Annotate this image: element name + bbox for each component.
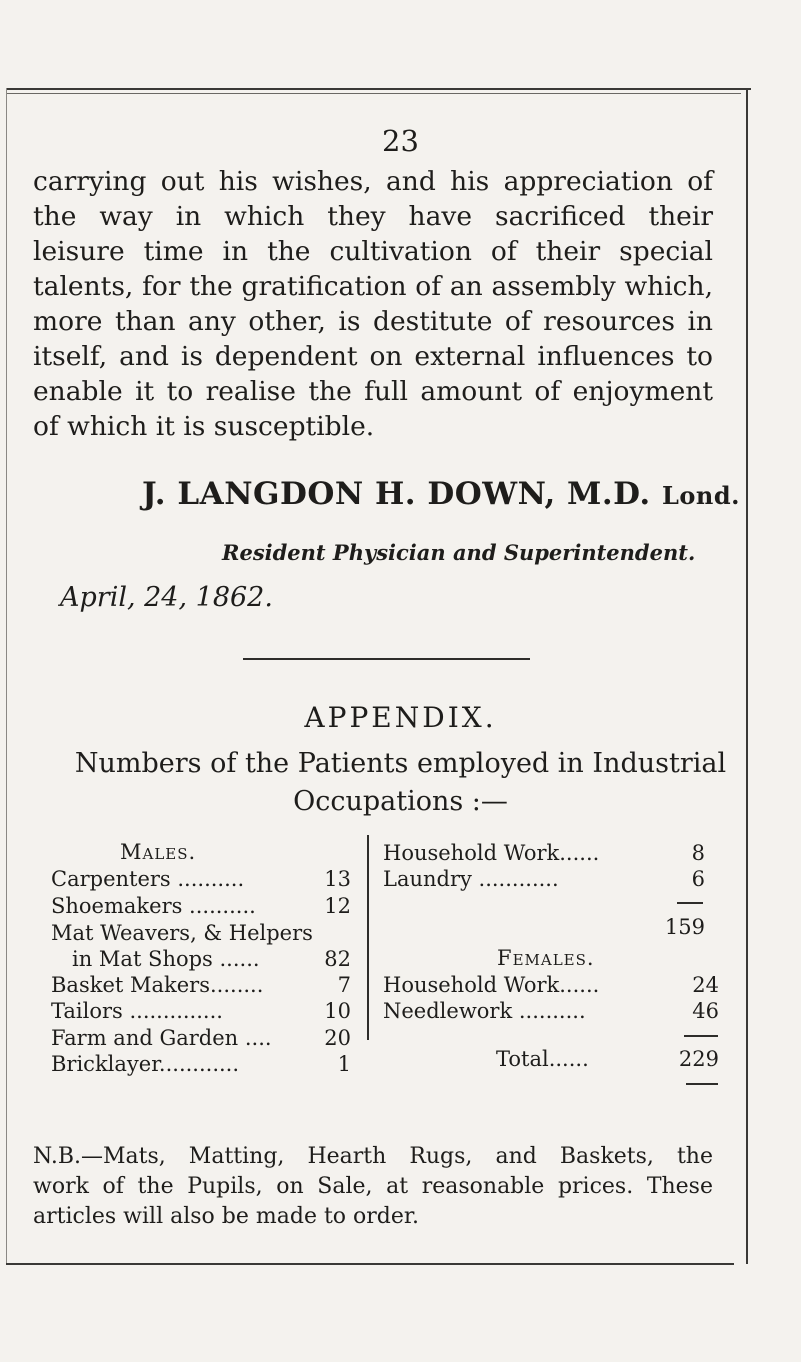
appendix-subtitle-line2: Occupations :— xyxy=(293,786,508,817)
frame-right-border xyxy=(746,88,748,1264)
table-row xyxy=(383,840,705,866)
row-label: Bricklayer............ xyxy=(51,1052,240,1076)
row-count: 1 xyxy=(337,1052,351,1076)
frame-top-inner-border xyxy=(6,93,741,94)
table-row xyxy=(51,972,351,998)
nb-note xyxy=(33,1142,713,1232)
row-label: Tailors .............. xyxy=(51,999,223,1023)
table-row xyxy=(51,998,351,1024)
females-header: Females. xyxy=(497,946,595,970)
table-row xyxy=(51,866,351,892)
letter-date: April, 24, 1862. xyxy=(60,582,273,613)
frame-bottom-border xyxy=(6,1263,734,1265)
row-count: 46 xyxy=(692,999,719,1023)
body-line: itself, and is dependent on external influences to xyxy=(33,341,713,372)
row-label: Farm and Garden .... xyxy=(51,1026,272,1050)
row-count: 7 xyxy=(337,973,351,997)
note-line: articles will also be made to order. xyxy=(33,1204,419,1229)
males-total: 159 xyxy=(664,915,705,939)
row-count: 24 xyxy=(692,973,719,997)
row-count: 13 xyxy=(324,867,351,891)
body-line: talents, for the gratification of an assembly which, xyxy=(33,271,713,302)
grand-total: 229 xyxy=(678,1047,719,1071)
frame-left-border xyxy=(6,88,7,1264)
note-line: work of the Pupils, on Sale, at reasonable prices. These xyxy=(33,1174,713,1199)
table-row xyxy=(496,1046,719,1072)
author-signature xyxy=(142,476,740,512)
row-count: 20 xyxy=(324,1026,351,1050)
body-line: the way in which they have sacrificed their xyxy=(33,201,713,232)
row-label: Shoemakers .......... xyxy=(51,894,256,918)
row-label: Household Work...... xyxy=(383,973,600,997)
table-row xyxy=(383,914,705,940)
body-line: of which it is susceptible. xyxy=(33,411,375,442)
row-label: Carpenters .......... xyxy=(51,867,245,891)
author-role: Resident Physician and Superintendent. xyxy=(222,540,696,565)
body-line: carrying out his wishes, and his appreciation of xyxy=(33,166,713,197)
table-row xyxy=(383,998,719,1024)
table-row xyxy=(51,1051,351,1077)
row-count: 82 xyxy=(324,947,351,971)
column-divider xyxy=(367,835,369,1040)
table-row xyxy=(383,972,719,998)
appendix-title: APPENDIX. xyxy=(304,701,497,734)
row-label: Laundry ............ xyxy=(383,867,559,891)
table-row xyxy=(51,946,351,972)
row-label: in Mat Shops ...... xyxy=(72,947,260,971)
author-name: J. LANGDON H. DOWN, M.D. xyxy=(142,476,651,512)
row-label: Mat Weavers, & Helpers xyxy=(51,921,313,945)
males-header: Males. xyxy=(120,840,197,864)
table-row xyxy=(51,920,351,946)
row-count: 12 xyxy=(324,894,351,918)
table-row xyxy=(51,893,351,919)
frame-top-border xyxy=(6,88,751,90)
body-line: leisure time in the cultivation of their special xyxy=(33,236,713,267)
body-paragraph xyxy=(33,164,713,444)
section-divider xyxy=(243,658,530,660)
total-underline xyxy=(686,1083,718,1085)
row-label: Basket Makers........ xyxy=(51,973,264,997)
row-count: 10 xyxy=(324,999,351,1023)
row-count: 8 xyxy=(691,841,705,865)
row-count: 6 xyxy=(691,867,705,891)
row-label: Household Work...... xyxy=(383,841,600,865)
table-row xyxy=(51,1025,351,1051)
total-label: Total...... xyxy=(496,1047,589,1071)
row-label: Needlework .......... xyxy=(383,999,586,1023)
page-number: 23 xyxy=(382,124,419,158)
subtotal-rule xyxy=(677,902,703,904)
total-rule xyxy=(684,1035,718,1037)
body-line: more than any other, is destitute of resources in xyxy=(33,306,713,337)
body-line: enable it to realise the full amount of enjoyment xyxy=(33,376,713,407)
author-degree: Lond. xyxy=(662,481,740,510)
table-row xyxy=(383,866,705,892)
appendix-subtitle-line1: Numbers of the Patients employed in Industrial xyxy=(74,748,727,779)
note-line: N.B.—Mats, Matting, Hearth Rugs, and Baskets, the xyxy=(33,1144,713,1169)
